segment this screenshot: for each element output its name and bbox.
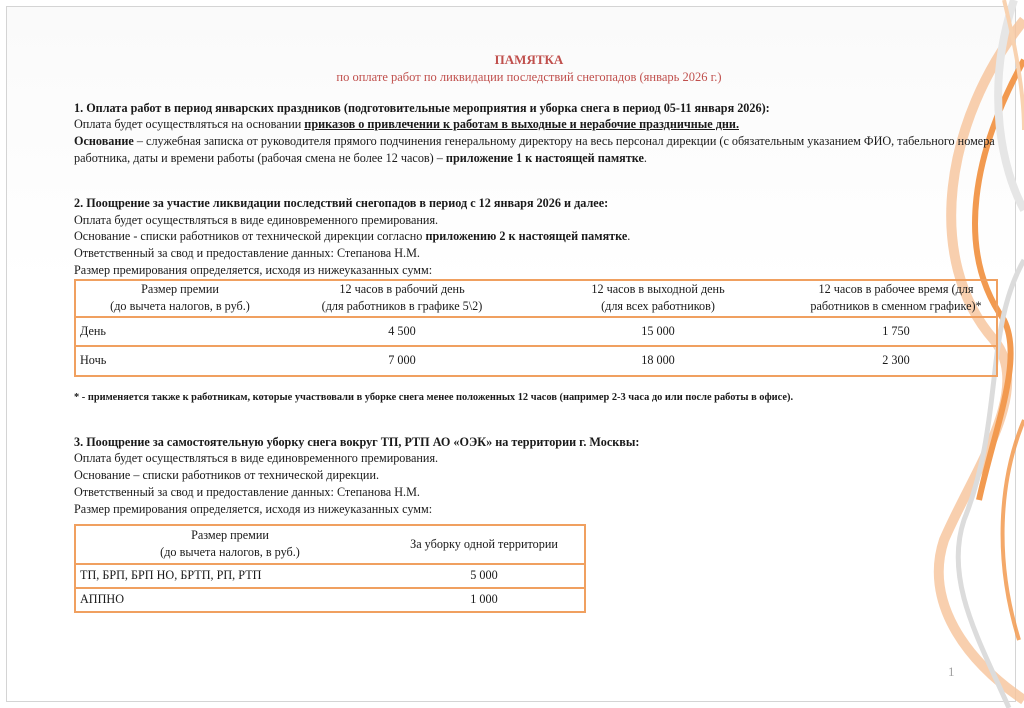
row-label: АППНО [80,592,125,607]
table-header-row [75,525,585,564]
section-3-line: Ответственный за свод и предоставление данных: Степанова Н.М. [74,484,420,499]
table-header-cell: 12 часов в рабочее время (для работников в сменном графике)* [796,280,997,317]
section-2-line: Оплата будет осуществляться в виде единовременного премирования. [74,212,439,227]
table-row [75,588,585,612]
table-row [75,564,585,588]
table-header-cell: Размер премии (до вычета налогов, в руб.) [75,280,284,317]
section-2-line: Основание - списки работников от технической дирекции согласно приложению 2 к настоящей памятке. [74,229,631,244]
section-3-heading: 3. Поощрение за самостоятельную уборку снега вокруг ТП, РТП АО «ОЭК» на территории г. Москвы: [74,434,640,449]
premium-table-1 [74,279,998,377]
memo-title: ПАМЯТКА [494,52,564,67]
section-1-heading: 1. Оплата работ в период январских праздников (подготовительные мероприятия и уборка снега в период 05-11 января 2026): [74,100,770,115]
table-row [75,317,997,346]
row-label: День [75,317,284,346]
table-cell: 1 750 [796,317,997,346]
table-header-cell: За уборку одной территории [384,525,585,564]
table-header-cell: Размер премии (до вычета налогов, в руб.) [75,525,384,564]
section-2-line: Размер премирования определяется, исходя из нижеуказанных сумм: [74,262,433,277]
orders-link-text: приказов о привлечении к работам в выходные и нерабочие праздничные дни. [304,117,739,132]
table-row [75,346,997,376]
table-cell: 5 000 [384,564,585,588]
section-1-line: Оплата будет осуществляться на основании приказов о привлечении к работам в выходные и нерабочие праздничные дни. [74,117,739,132]
table-cell: 7 000 [388,353,416,368]
section-2-line: Ответственный за свод и предоставление данных: Степанова Н.М. [74,246,420,261]
section-2-heading: 2. Поощрение за участие ликвидации последствий снегопадов в период с 12 января 2026 и далее: [74,195,609,210]
section-3-line: Основание – списки работников от технической дирекции. [74,468,380,483]
table-cell: 1 000 [470,592,498,607]
table-cell: 4 500 [284,317,520,346]
table-cell: 2 300 [882,353,910,368]
page-number: 1 [948,664,955,679]
premium-table-2 [74,524,586,613]
row-label: Ночь [80,353,107,368]
row-label: ТП, БРП, БРП НО, БРТП, РП, РТП [75,564,384,588]
table-cell: 18 000 [641,353,675,368]
table-header-cell: 12 часов в выходной день (для всех работников) [520,280,796,317]
table-header-row [75,280,997,317]
memo-subtitle: по оплате работ по ликвидации последствий снегопадов (январь 2026 г.) [336,69,722,84]
section-3-line: Оплата будет осуществляться в виде единовременного премирования. [74,451,439,466]
section-3-line: Размер премирования определяется, исходя из нижеуказанных сумм: [74,501,433,516]
memo-content [74,52,1004,613]
section-1-basis: Основание – служебная записка от руководителя прямого подчинения генеральному директору на весь персонал дирекции (с обязательным указанием ФИО, табельного номера работника, даты и времени работы (рабочая смена не более 12 часов) – приложение 1 к настоящей памятке. [74,134,995,165]
footnote: * - применяется также к работникам, которые участвовали в уборке снега менее положенных 12 часов (например 2-3 часа до или после работы в офисе). [74,391,794,403]
table-header-cell: 12 часов в рабочий день (для работников в графике 5\2) [284,280,520,317]
table-cell: 15 000 [520,317,796,346]
